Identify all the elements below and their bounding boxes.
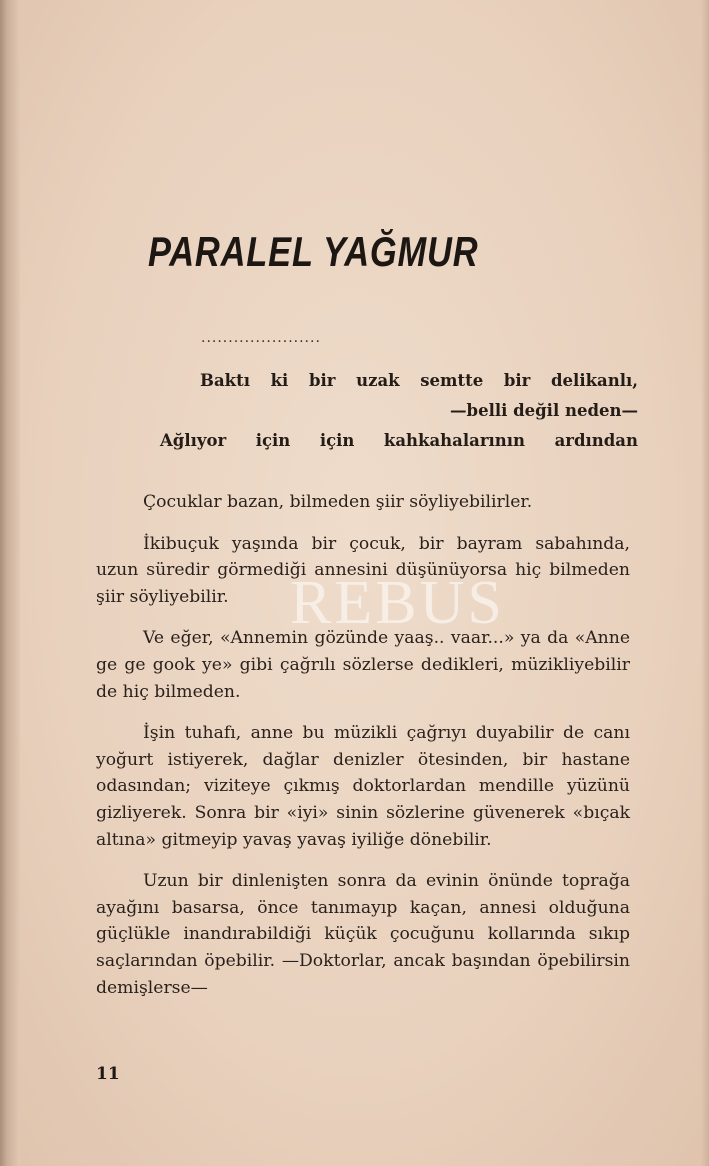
chapter-title: PARALEL YAĞMUR [148,228,479,275]
paragraph: Uzun bir dinlenişten sonra da evinin önünde toprağa ayağını basarsa, önce tanımayıp kaçan, annesi olduğuna güçlükle inandırabildiği küçük çocuğunu kollarında sıkıp saçlarından öpebilir. —Doktorlar, ancak başından öpebilirsin demişlerse— [96,871,630,998]
page-gutter-shadow [0,0,20,1166]
page-edge-shadow [701,0,709,1166]
separator-dots: ...................... [201,330,321,346]
page-number: 11 [96,1064,120,1084]
epigraph-line: Baktı ki bir uzak semtte bir delikanlı, [200,371,638,390]
epigraph [160,366,638,456]
paragraph: İşin tuhafı, anne bu müzikli çağrıyı duyabilir de canı yoğurt istiyerek, dağlar denizler ötesinden, bir hastane odasından; viziteye çıkmış doktorlardan mendille yüzünü gizliyerek. Sonra bir «iyi» sinin sözlerine güvenerek «bıçak altına» gitmeyip yavaş yavaş iyiliğe dönebilir. [96,723,630,850]
paragraph: İkibuçuk yaşında bir çocuk, bir bayram sabahında, uzun süredir görmediği annesini düşünüyorsa hiç bilmeden şiir söyliyebilir. [96,533,630,607]
paragraph: Çocuklar bazan, bilmeden şiir söyliyebilirler. [143,492,533,512]
epigraph-line: —belli değil neden— [450,401,638,420]
epigraph-line: Ağlıyor için için kahkahalarının ardından [160,431,638,450]
watermark: REBUS [290,569,505,637]
paragraph: Ve eğer, «Annemin gözünde yaaş.. vaar...» ya da «Anne ge ge gook ye» gibi çağrılı sözlerse dedikleri, müzikliyebilir de hiç bilmeden. [96,628,630,702]
